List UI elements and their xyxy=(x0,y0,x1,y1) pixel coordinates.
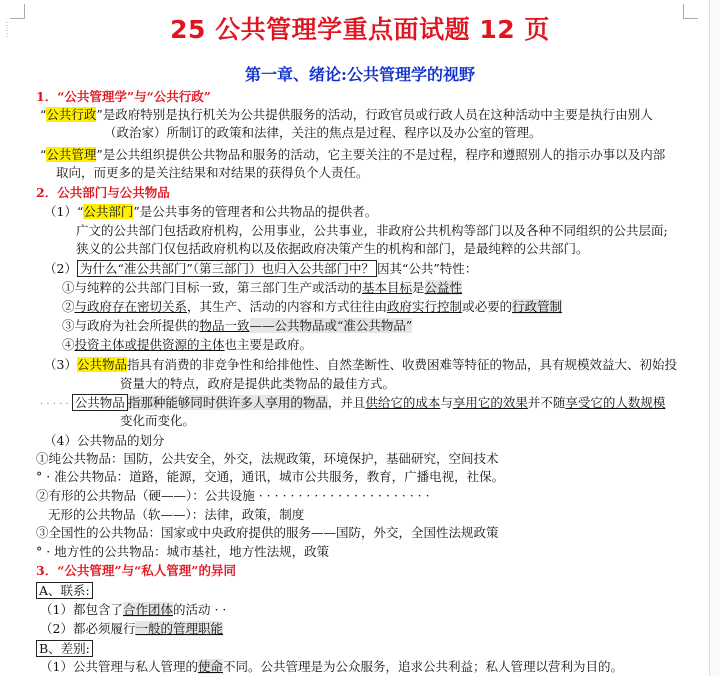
section-3-heading: 3．“公共管理”与“私人管理”的异同 xyxy=(36,563,236,578)
quote-mark: “ xyxy=(40,107,47,122)
definition-paragraph xyxy=(40,394,665,414)
paragraph-text: ③与政府为社会所提供的 xyxy=(62,318,200,333)
list-item xyxy=(40,620,223,638)
underlined-term: 政府实行控制 xyxy=(387,299,463,314)
underlined-term: 合作团体 xyxy=(122,602,173,617)
subsection-label xyxy=(36,640,93,658)
section-2-heading: 2．公共部门与公共物品 xyxy=(36,185,170,200)
quote-mark: “ xyxy=(40,147,47,162)
underlined-term: 行政管制 xyxy=(512,299,563,314)
paragraph-text: ①与纯粹的公共部门目标一致，第三部门生产或活动的 xyxy=(62,280,363,295)
list-item xyxy=(40,601,226,619)
margin-marks: ⋮ ⋮ xyxy=(3,21,11,38)
paragraph-text: 与 xyxy=(440,395,453,410)
sub-item xyxy=(62,336,312,354)
paragraph-text: （2）都必须履行 xyxy=(40,621,136,636)
underlined-term: 投资主体或提供资源的主体 xyxy=(74,337,225,352)
underlined-term: 享受它的人数规模 xyxy=(565,395,666,410)
page-edge xyxy=(709,0,720,676)
paragraph-text: 取向，而更多的是关注结果和对结果的获得负个人责任。 xyxy=(56,165,369,180)
division-item: ° · 地方性的公共物品：城市基社，地方性法规，政策 xyxy=(36,544,330,559)
underlined-term: 享用它的效果 xyxy=(452,395,528,410)
paragraph-text: 广文的公共部门包括政府机构，公用事业，公共事业，非政府公共机构等部门以及各种不同组织的公共层面; xyxy=(76,223,668,238)
paragraph-text: 因其“公共”特性： xyxy=(377,261,478,276)
highlight-term: 公共行政 xyxy=(46,107,97,122)
list-item: （4）公共物品的划分 xyxy=(44,433,165,448)
underlined-term: 供给它的成本 xyxy=(365,395,441,410)
paragraph-text: ”是公共事务的管理者和公共物品的提供者。 xyxy=(133,204,378,219)
paragraph-text: 或必要的 xyxy=(462,299,513,314)
paragraph-text: （1）都包含了 xyxy=(40,602,123,617)
paragraph-text: 资量大的特点，政府是提供此类物品的最佳方式。 xyxy=(120,376,396,391)
highlight-term: 公共物品 xyxy=(76,357,127,372)
list-marker: ④ xyxy=(62,337,75,352)
division-item: ②有形的公共物品（硬——）：公共设施 · · · · · · · · · · · · · · · · · · · · · · xyxy=(36,488,430,503)
underlined-term: 公益性 xyxy=(424,280,463,295)
sub-item xyxy=(62,298,562,316)
quote-mark: ” xyxy=(96,147,103,162)
list-item xyxy=(44,203,377,221)
list-marker: （3） xyxy=(44,357,77,372)
boxed-question: 为什么“准公共部门”（第三部门）也归入公共部门中？ xyxy=(77,260,377,277)
division-item: ①纯公共物品：国防，公共安全，外交，法规政策，环境保护，基础研究，空间技术 xyxy=(36,451,499,466)
paragraph-text: ——公共物品或“准公共物品” xyxy=(249,318,413,333)
paragraph-text: 也主要是政府。 xyxy=(224,337,313,352)
paragraph-text: ，其生产、活动的内容和方式往往由 xyxy=(187,299,388,314)
paragraph-text: 是公共组织提供公共物品和服务的活动，它主要关注的不是过程，程序和遵照别人的指示办事以及内部 xyxy=(102,147,666,162)
shaded-text: 指那种能够同时供许多人享用的物品 xyxy=(127,395,328,410)
paragraph-text: 并不随 xyxy=(527,395,566,410)
paragraph-text: （1）公共管理与私人管理的 xyxy=(40,659,198,674)
underlined-term: 使命 xyxy=(197,659,223,674)
paragraph-text: 不同。公共管理是为公众服务，追求公共利益；私人管理以营利为目的。 xyxy=(222,659,623,674)
document-title: 25 公共管理学重点面试题 12 页 xyxy=(170,15,550,44)
paragraph-text: 变化而变化。 xyxy=(120,413,196,428)
paragraph-text: 的活动 · · xyxy=(172,602,227,617)
boxed-label: B、差别: xyxy=(36,640,93,657)
sub-item xyxy=(62,279,462,297)
paragraph-text: ，并且 xyxy=(327,395,366,410)
list-marker: （2） xyxy=(44,261,77,276)
boxed-term: 公共物品 xyxy=(72,394,128,411)
sub-item xyxy=(62,317,412,335)
boxed-label: A、联系: xyxy=(36,582,93,599)
division-item: ③全国性的公共物品：国家或中央政府提供的服务——国防，外交，全国性法规政策 xyxy=(36,525,499,540)
list-item xyxy=(44,356,677,374)
underlined-term: 物品一致 xyxy=(199,318,250,333)
highlight-term: 公共管理 xyxy=(46,147,97,162)
section-1-heading: 1．“公共管理学”与“公共行政” xyxy=(36,89,211,104)
paragraph-text: 狭义的公共部门仅包括政府机构以及依据政府决策产生的机构和部门，是最纯粹的公共部门。 xyxy=(76,241,589,256)
division-item: ° · 准公共物品：道路，能源，交通，通讯，城市公共服务，教育，广播电视，社保。 xyxy=(36,469,505,484)
paragraph-public-management xyxy=(40,146,665,164)
underlined-term: 基本目标 xyxy=(362,280,413,295)
quote-mark: ” xyxy=(96,107,103,122)
list-item xyxy=(44,260,477,278)
paragraph-text: （政治家）所制订的政策和法律，关注的焦点是过程、程序以及办公室的管理。 xyxy=(104,125,542,140)
underlined-term: 与政府存在密切关系 xyxy=(74,299,188,314)
paragraph-text: 是 xyxy=(412,280,425,295)
dot-leader: · · · · · xyxy=(40,399,72,410)
division-item: 无形的公共物品（软——）：法律，政策，制度 xyxy=(48,507,305,522)
list-marker: ② xyxy=(62,299,75,314)
paragraph-public-administration xyxy=(40,106,653,124)
subsection-label xyxy=(36,582,93,600)
underlined-term: 一般的管理职能 xyxy=(135,621,223,636)
list-item xyxy=(40,658,623,676)
paragraph-text: 是政府特别是执行机关为公共提供服务的活动，行政官员或行政人员在这种活动中主要是执行由别人 xyxy=(102,107,653,122)
list-marker: （1）“ xyxy=(44,204,84,219)
chapter-heading: 第一章、绪论:公共管理学的视野 xyxy=(245,65,475,84)
highlight-term: 公共部门 xyxy=(83,204,134,219)
paragraph-text: 指具有消费的非竞争性和给排他性、自然垄断性、收费困难等特征的物品，具有规模效益大、初始投 xyxy=(126,357,677,372)
